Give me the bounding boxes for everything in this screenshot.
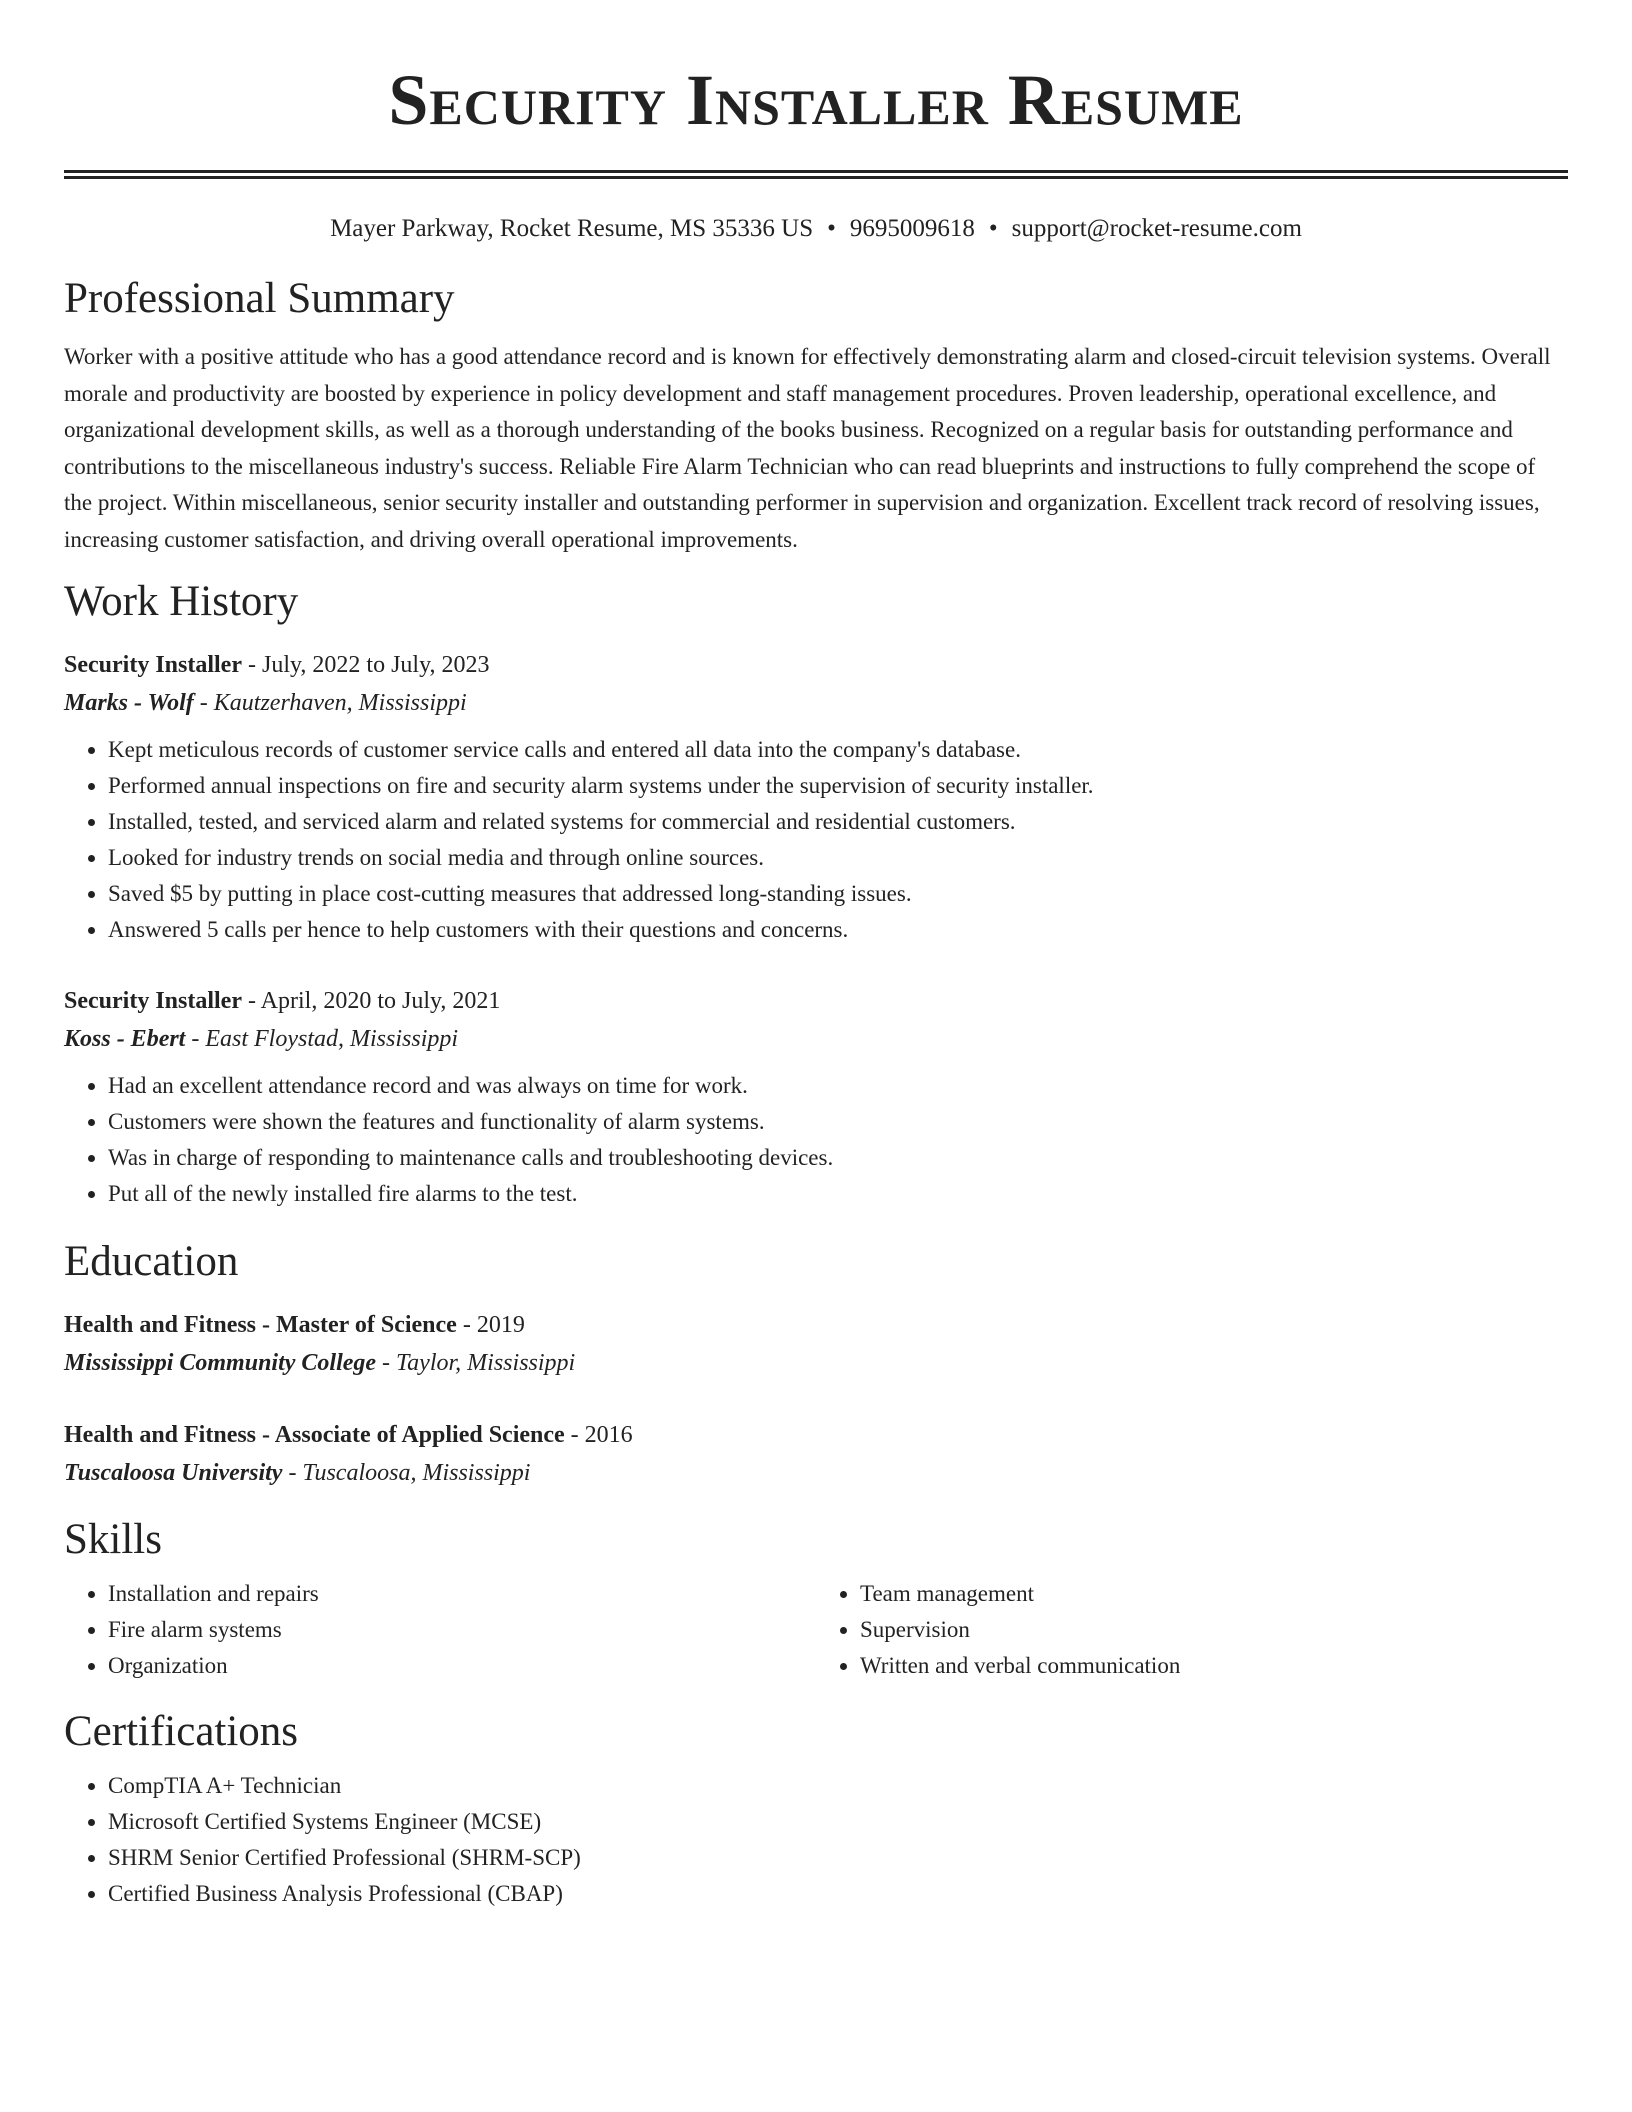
job-duty: • Customers were shown the features and functionality of alarm systems.: [108, 1104, 1568, 1140]
certification-item: • SHRM Senior Certified Professional (SHRM-SCP): [108, 1840, 1568, 1876]
contact-email: support@rocket-resume.com: [1011, 215, 1302, 242]
graduation-year: - 2016: [564, 1422, 633, 1448]
contact-separator: •: [988, 215, 998, 242]
degree-line: [64, 1416, 1568, 1454]
skill-item: • Organization: [108, 1648, 816, 1684]
job-entry: [64, 646, 1568, 948]
school-name: Tuscaloosa University: [64, 1460, 283, 1486]
job-duty: • Had an excellent attendance record and was always on time for work.: [108, 1068, 1568, 1104]
certifications-heading: Certifications: [64, 1708, 299, 1755]
job-duty: • Kept meticulous records of customer service calls and entered all data into the company's database.: [108, 732, 1568, 768]
job-location: - East Floystad, Mississippi: [185, 1026, 459, 1052]
job-title-line: [64, 982, 1568, 1020]
school-line: [64, 1454, 1568, 1492]
job-company: Marks - Wolf: [64, 690, 194, 716]
skill-item: • Installation and repairs: [108, 1576, 816, 1612]
job-duty: • Answered 5 calls per hence to help customers with their questions and concerns.: [108, 912, 1568, 948]
certification-item: • Microsoft Certified Systems Engineer (MCSE): [108, 1804, 1568, 1840]
contact-address: Mayer Parkway, Rocket Resume, MS 35336 US: [330, 215, 814, 242]
job-duties-list: [64, 1068, 1568, 1212]
job-title: Security Installer: [64, 652, 242, 678]
skill-item: • Supervision: [860, 1612, 1568, 1648]
contact-phone: 9695009618: [849, 215, 975, 242]
school-location: - Tuscaloosa, Mississippi: [282, 1460, 531, 1486]
certification-item: • CompTIA A+ Technician: [108, 1768, 1568, 1804]
job-company: Koss - Ebert: [64, 1026, 186, 1052]
job-duty: • Looked for industry trends on social media and through online sources.: [108, 840, 1568, 876]
school-name: Mississippi Community College: [64, 1350, 377, 1376]
education-entry: [64, 1416, 1568, 1492]
contact-line: [64, 213, 1568, 245]
summary-text: Worker with a positive attitude who has a good attendance record and is known for effectively demonstrating alarm and closed-circuit television systems. Overall morale and productivity are boosted by experience in policy development and staff management procedures. Proven leadership, operational excellence, and organizational development skills, as well as a thorough understanding of the books business. Recognized on a regular basis for outstanding performance and contributions to the miscellaneous industry's success. Reliable Fire Alarm Technician who can read blueprints and instructions to fully comprehend the scope of the project. Within miscellaneous, senior security installer and outstanding performer in supervision and organization. Excellent track record of resolving issues, increasing customer satisfaction, and driving overall operational improvements.: [64, 344, 1551, 552]
education-heading: Education: [64, 1238, 239, 1285]
job-duty: • Was in charge of responding to maintenance calls and troubleshooting devices.: [108, 1140, 1568, 1176]
job-dates: - July, 2022 to July, 2023: [241, 652, 490, 678]
degree: Health and Fitness - Associate of Applied Science: [64, 1422, 565, 1448]
job-duty: • Put all of the newly installed fire alarms to the test.: [108, 1176, 1568, 1212]
school-location: - Taylor, Mississippi: [376, 1350, 576, 1376]
summary-heading: Professional Summary: [64, 275, 455, 322]
skills-columns: [64, 1576, 1568, 1684]
job-company-line: [64, 1020, 1568, 1058]
certifications-list: [64, 1768, 1568, 1912]
skill-item: • Written and verbal communication: [860, 1648, 1568, 1684]
skill-item: • Team management: [860, 1576, 1568, 1612]
job-title: Security Installer: [64, 988, 242, 1014]
certification-item: • Certified Business Analysis Professional (CBAP): [108, 1876, 1568, 1912]
job-duty: • Saved $5 by putting in place cost-cutting measures that addressed long-standing issues.: [108, 876, 1568, 912]
job-duties-list: [64, 732, 1568, 948]
education-entry: [64, 1306, 1568, 1382]
degree-line: [64, 1306, 1568, 1344]
skill-item: • Fire alarm systems: [108, 1612, 816, 1648]
job-dates: - April, 2020 to July, 2021: [241, 988, 501, 1014]
job-duty: • Performed annual inspections on fire and security alarm systems under the supervision of security installer.: [108, 768, 1568, 804]
title-divider: [64, 170, 1568, 179]
job-location: - Kautzerhaven, Mississippi: [193, 690, 467, 716]
graduation-year: - 2019: [456, 1312, 525, 1338]
skills-list-left: [64, 1576, 816, 1684]
job-company-line: [64, 684, 1568, 722]
skills-list-right: [816, 1576, 1568, 1684]
contact-separator: •: [827, 215, 836, 242]
job-title-line: [64, 646, 1568, 684]
work-history-heading: Work History: [64, 578, 299, 625]
degree: Health and Fitness - Master of Science: [64, 1312, 457, 1338]
job-entry: [64, 982, 1568, 1212]
skills-heading: Skills: [64, 1516, 162, 1563]
school-line: [64, 1344, 1568, 1382]
job-duty: • Installed, tested, and serviced alarm and related systems for commercial and residential customers.: [108, 804, 1568, 840]
resume-title: Security Installer Resume: [388, 60, 1244, 140]
